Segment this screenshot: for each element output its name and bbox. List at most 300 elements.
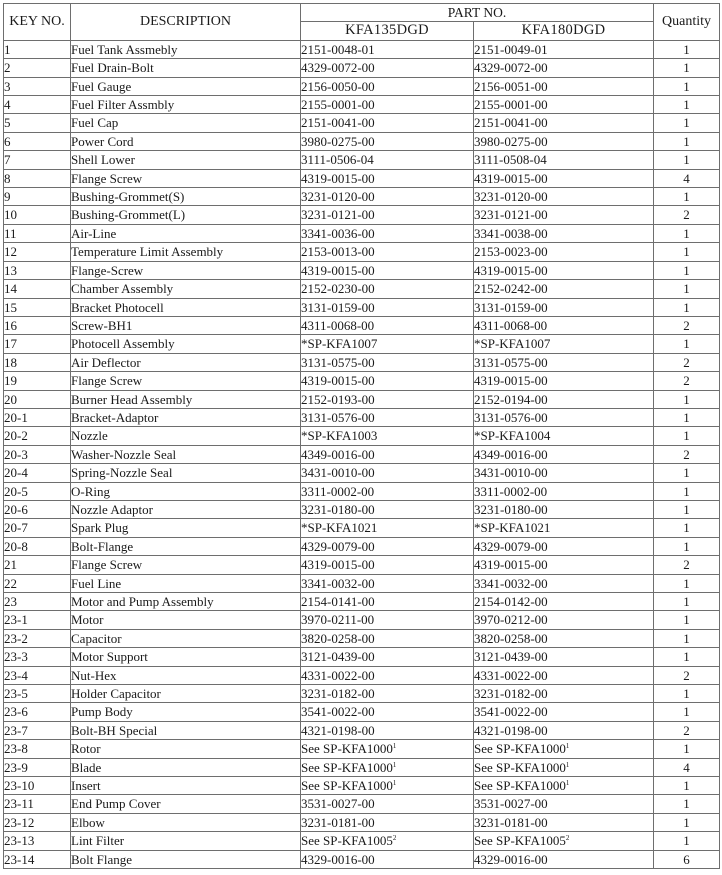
part-no-kfa135dgd-cell-text: 3231-0181-00 [301,814,375,830]
part-no-kfa135dgd-cell-text: 2152-0193-00 [301,391,375,407]
description-cell [71,261,301,279]
part-no-kfa180dgd-cell-text: 4329-0079-00 [474,538,548,554]
description-cell-text: Fuel Cap [71,115,119,131]
key-no-cell [4,40,71,58]
part-no-kfa135dgd-cell-text: 4319-0015-00 [301,170,375,186]
description-cell [71,243,301,261]
key-no-cell [4,132,71,150]
key-no-cell [4,77,71,95]
description-cell [71,59,301,77]
part-no-kfa135dgd-cell [301,445,474,463]
part-no-kfa135dgd-cell [301,648,474,666]
part-no-kfa135dgd-cell [301,593,474,611]
part-no-kfa180dgd-cell [474,666,654,684]
description-cell [71,372,301,390]
description-cell-text: Nozzle Adaptor [71,501,153,517]
quantity-cell-text: 1 [683,814,690,830]
part-no-kfa180dgd-cell-text: 3431-0010-00 [474,465,548,481]
part-no-kfa135dgd-cell [301,758,474,776]
part-no-kfa135dgd-cell-text: 3970-0211-00 [301,612,375,628]
quantity-cell-text: 1 [683,60,690,76]
part-no-kfa135dgd-cell [301,556,474,574]
key-no-cell [4,335,71,353]
part-no-kfa135dgd-cell [301,832,474,850]
quantity-cell-text: 1 [683,520,690,536]
table-row [4,408,720,426]
table-row [4,611,720,629]
table-row [4,666,720,684]
part-no-kfa135dgd-cell [301,316,474,334]
quantity-cell-text: 2 [683,446,690,462]
table-row [4,703,720,721]
description-cell [71,427,301,445]
description-cell-text: Spark Plug [71,520,129,536]
key-no-cell-text: 22 [4,575,17,591]
part-no-kfa180dgd-cell-text: 4319-0015-00 [474,557,548,573]
quantity-cell [654,408,720,426]
key-no-cell [4,316,71,334]
description-cell-text: Blade [71,759,102,775]
quantity-cell [654,850,720,868]
part-no-kfa135dgd-cell [301,261,474,279]
key-no-cell-text: 20-4 [4,465,28,481]
part-no-kfa180dgd-cell [474,500,654,518]
table-body [4,40,720,868]
key-no-cell-text: 23 [4,594,17,609]
table-row [4,280,720,298]
table-row [4,482,720,500]
description-cell-text: Pump Body [71,704,133,720]
part-no-kfa135dgd-cell-text: 2155-0001-00 [301,97,375,113]
table-row [4,114,720,132]
quantity-cell [654,813,720,831]
part-no-kfa180dgd-cell [474,169,654,187]
quantity-cell [654,500,720,518]
table-row [4,151,720,169]
part-no-kfa135dgd-cell [301,243,474,261]
table-row [4,390,720,408]
description-cell [71,188,301,206]
quantity-cell [654,519,720,537]
part-no-kfa180dgd-cell-text: 3970-0212-00 [474,612,548,628]
quantity-cell-text: 2 [683,354,690,370]
part-no-kfa180dgd-cell [474,721,654,739]
part-no-kfa180dgd-cell [474,427,654,445]
part-no-kfa180dgd-cell [474,224,654,242]
description-cell [71,666,301,684]
key-no-cell [4,629,71,647]
part-no-kfa180dgd-cell-text: 2151-0041-00 [474,115,548,131]
description-cell-text: O-Ring [71,483,110,499]
key-no-cell-text: 23-13 [4,833,35,849]
description-cell [71,224,301,242]
part-no-kfa180dgd-cell [474,132,654,150]
key-no-cell-text: 23-1 [4,612,28,628]
description-cell [71,298,301,316]
part-no-kfa180dgd-cell-text: 2152-0194-00 [474,391,548,407]
table-row [4,500,720,518]
description-cell [71,685,301,703]
description-cell [71,445,301,463]
part-no-kfa180dgd-cell-text: 4319-0015-00 [474,262,548,278]
part-no-kfa135dgd-cell-text: 3980-0275-00 [301,133,375,149]
description-cell [71,77,301,95]
part-no-kfa180dgd-cell [474,445,654,463]
key-no-cell [4,114,71,132]
part-no-kfa135dgd-cell [301,151,474,169]
part-no-kfa135dgd-cell [301,298,474,316]
quantity-cell [654,390,720,408]
part-no-kfa180dgd-cell-text: *SP-KFA1007 [474,336,551,352]
part-no-kfa135dgd-cell [301,59,474,77]
part-no-kfa180dgd-cell-text: 3231-0121-00 [474,207,548,223]
key-no-cell [4,408,71,426]
quantity-cell-text: 1 [683,281,690,297]
part-no-kfa180dgd-cell [474,574,654,592]
table-row [4,335,720,353]
part-no-kfa135dgd-cell-text: See SP-KFA1005 [301,833,393,849]
part-no-kfa180dgd-cell [474,629,654,647]
key-no-cell-text: 20-5 [4,483,28,499]
description-cell-text: Screw-BH1 [71,317,133,333]
part-no-kfa135dgd-cell-text: 4331-0022-00 [301,667,375,683]
description-cell [71,813,301,831]
part-no-kfa180dgd-cell [474,335,654,353]
part-no-kfa135dgd-cell [301,335,474,353]
key-no-cell-text: 12 [4,244,17,260]
quantity-cell [654,59,720,77]
part-no-kfa135dgd-cell [301,206,474,224]
part-no-kfa135dgd-cell-text: 3341-0036-00 [301,225,375,241]
description-cell [71,519,301,537]
part-no-kfa135dgd-cell [301,132,474,150]
description-cell [71,40,301,58]
quantity-cell [654,151,720,169]
key-no-cell-text: 4 [4,97,11,113]
quantity-cell-text: 1 [683,575,690,591]
key-no-cell [4,390,71,408]
quantity-cell-text: 4 [683,759,690,775]
part-no-kfa135dgd-cell [301,372,474,390]
part-no-kfa135dgd-cell-text: 4311-0068-00 [301,317,375,333]
description-cell-text: Washer-Nozzle Seal [71,446,177,462]
table-row [4,261,720,279]
part-no-kfa180dgd-cell-text: 3231-0182-00 [474,686,548,702]
description-cell-text: Chamber Assembly [71,281,174,297]
part-no-kfa135dgd-cell [301,280,474,298]
description-cell [71,464,301,482]
part-no-kfa135dgd-cell-text: 3231-0180-00 [301,501,375,517]
quantity-cell [654,77,720,95]
key-no-cell-text: 11 [4,225,17,241]
key-no-cell [4,795,71,813]
key-no-cell-text: 23-3 [4,649,28,665]
part-no-kfa135dgd-cell [301,850,474,868]
table-row [4,574,720,592]
part-no-kfa135dgd-cell [301,408,474,426]
part-no-kfa135dgd-cell-text: 3231-0121-00 [301,207,375,223]
table-row [4,316,720,334]
quantity-cell-text: 1 [683,391,690,407]
part-no-kfa135dgd-cell [301,537,474,555]
key-no-cell [4,464,71,482]
quantity-cell-text: 1 [683,225,690,241]
quantity-cell-text: 2 [683,207,690,223]
table-row [4,427,720,445]
key-no-cell [4,188,71,206]
quantity-cell-text: 1 [683,244,690,260]
key-no-cell [4,224,71,242]
part-no-kfa135dgd-cell-text: 4329-0072-00 [301,60,375,76]
part-no-kfa180dgd-cell [474,151,654,169]
part-no-kfa180dgd-cell-text: 4331-0022-00 [474,667,548,683]
description-cell [71,629,301,647]
quantity-cell-text: 1 [683,704,690,720]
part-no-kfa180dgd-cell [474,77,654,95]
key-no-cell [4,703,71,721]
part-no-kfa135dgd-cell [301,500,474,518]
table-row [4,777,720,795]
key-no-cell-text: 23-5 [4,686,28,702]
part-no-kfa135dgd-cell [301,777,474,795]
quantity-cell-text: 1 [683,299,690,315]
table-row [4,188,720,206]
part-no-kfa135dgd-cell [301,353,474,371]
key-no-cell [4,427,71,445]
part-no-kfa135dgd-cell-text: 4319-0015-00 [301,262,375,278]
quantity-cell-text: 2 [683,317,690,333]
key-no-cell-text: 23-12 [4,814,35,830]
part-no-kfa135dgd-cell [301,427,474,445]
description-cell-text: Bracket Photocell [71,299,164,315]
key-no-cell [4,261,71,279]
quantity-cell [654,556,720,574]
description-cell [71,850,301,868]
part-no-kfa135dgd-cell-text: 3431-0010-00 [301,465,375,481]
quantity-cell-text: 1 [683,501,690,517]
description-cell-text: Motor Support [71,649,148,665]
key-no-cell [4,740,71,758]
part-no-kfa180dgd-cell [474,482,654,500]
description-cell-text: Flange Screw [71,373,143,389]
part-no-kfa135dgd-cell-text: See SP-KFA1000 [301,759,393,775]
part-no-kfa180dgd-cell-text: 3131-0576-00 [474,409,548,425]
part-no-kfa135dgd-cell-text: 2151-0048-01 [301,41,375,57]
part-no-kfa135dgd-cell-text: 3121-0439-00 [301,649,375,665]
key-no-cell [4,850,71,868]
table-row [4,685,720,703]
quantity-cell [654,261,720,279]
quantity-cell [654,132,720,150]
part-no-kfa180dgd-cell-text: 3341-0038-00 [474,225,548,241]
part-no-kfa180dgd-cell [474,685,654,703]
key-no-cell-text: 8 [4,170,11,186]
quantity-cell-text: 1 [683,97,690,113]
key-no-cell-text: 2 [4,60,11,76]
part-no-kfa180dgd-cell [474,464,654,482]
description-cell-text: Capacitor [71,630,122,646]
table-row [4,795,720,813]
quantity-cell-text: 1 [683,612,690,628]
header-description: DESCRIPTION [71,4,301,41]
key-no-cell-text: 18 [4,354,17,370]
part-no-kfa180dgd-cell [474,206,654,224]
part-no-kfa180dgd-cell-text: 4329-0072-00 [474,60,548,76]
part-no-kfa135dgd-cell [301,390,474,408]
key-no-cell-text: 23-10 [4,778,35,794]
key-no-cell-text: 20-6 [4,501,28,517]
part-no-kfa135dgd-cell [301,77,474,95]
key-no-cell-text: 20-3 [4,446,28,462]
part-no-kfa180dgd-cell [474,372,654,390]
part-no-kfa135dgd-cell [301,40,474,58]
part-no-kfa135dgd-cell-text: 3531-0027-00 [301,796,375,812]
table-row [4,96,720,114]
quantity-cell [654,464,720,482]
description-cell [71,795,301,813]
key-no-cell [4,169,71,187]
quantity-cell-text: 1 [683,833,690,849]
part-no-kfa180dgd-cell-text: See SP-KFA1005 [474,833,566,849]
table-row [4,850,720,868]
description-cell-text: Holder Capacitor [71,686,161,702]
description-cell-text: Air-Line [71,225,117,241]
part-no-kfa180dgd-cell [474,832,654,850]
description-cell [71,206,301,224]
description-cell [71,408,301,426]
part-no-kfa180dgd-cell-text: 4311-0068-00 [474,317,548,333]
quantity-cell [654,353,720,371]
part-no-kfa135dgd-cell-text: 3341-0032-00 [301,575,375,591]
part-no-kfa180dgd-cell-text: 3311-0002-00 [474,483,548,499]
key-no-cell [4,59,71,77]
part-no-kfa135dgd-cell-text: 3541-0022-00 [301,704,375,720]
key-no-cell-text: 20-1 [4,409,28,425]
part-no-kfa180dgd-cell-text: 2153-0023-00 [474,244,548,260]
quantity-cell-text: 1 [683,630,690,646]
table-row [4,593,720,611]
description-cell-text: Fuel Gauge [71,78,132,94]
quantity-cell [654,114,720,132]
table-row [4,648,720,666]
quantity-cell [654,316,720,334]
part-no-kfa180dgd-cell-text: See SP-KFA1000 [474,778,566,794]
key-no-cell [4,648,71,666]
quantity-cell [654,335,720,353]
description-cell-text: Photocell Assembly [71,336,175,352]
quantity-cell-text: 1 [683,115,690,131]
part-no-kfa180dgd-cell [474,390,654,408]
part-no-kfa180dgd-cell-text: 2152-0242-00 [474,281,548,297]
quantity-cell-text: 1 [683,778,690,794]
part-no-kfa180dgd-cell [474,40,654,58]
key-no-cell-text: 20-2 [4,428,28,444]
part-no-kfa180dgd-cell-text: See SP-KFA1000 [474,759,566,775]
key-no-cell [4,500,71,518]
description-cell [71,556,301,574]
description-cell [71,537,301,555]
description-cell-text: Temperature Limit Assembly [71,244,224,260]
description-cell-text: Flange Screw [71,557,143,573]
table-row [4,519,720,537]
part-no-kfa135dgd-cell [301,574,474,592]
part-no-kfa180dgd-cell-text: 3341-0032-00 [474,575,548,591]
quantity-cell [654,372,720,390]
description-cell-text: Spring-Nozzle Seal [71,465,173,481]
footnote-marker: 1 [392,760,397,769]
part-no-kfa135dgd-cell-text: 4319-0015-00 [301,373,375,389]
part-no-kfa180dgd-cell-text: 2156-0051-00 [474,78,548,94]
description-cell-text: Power Cord [71,133,134,149]
part-no-kfa180dgd-cell-text: 4349-0016-00 [474,446,548,462]
header-key-no: KEY NO. [4,4,71,41]
key-no-cell [4,813,71,831]
part-no-kfa135dgd-cell-text: 3111-0506-04 [301,152,374,168]
description-cell-text: End Pump Cover [71,796,161,812]
quantity-cell-text: 1 [683,78,690,94]
quantity-cell [654,648,720,666]
key-no-cell [4,832,71,850]
quantity-cell-text: 1 [683,649,690,665]
part-no-kfa135dgd-cell [301,629,474,647]
part-no-kfa180dgd-cell [474,316,654,334]
description-cell [71,721,301,739]
key-no-cell-text: 19 [4,373,17,389]
key-no-cell [4,758,71,776]
part-no-kfa180dgd-cell [474,59,654,77]
quantity-cell-text: 1 [683,741,690,757]
quantity-cell-text: 1 [683,189,690,205]
table-row [4,813,720,831]
footnote-marker: 2 [392,834,397,843]
quantity-cell-text: 2 [683,667,690,683]
part-no-kfa135dgd-cell-text: 3231-0182-00 [301,686,375,702]
quantity-cell-text: 1 [683,538,690,554]
description-cell-text: Lint Filter [71,833,125,849]
header-quantity: Quantity [654,4,720,41]
description-cell [71,758,301,776]
quantity-cell [654,537,720,555]
description-cell [71,316,301,334]
part-no-kfa135dgd-cell [301,464,474,482]
table-row [4,740,720,758]
table-row [4,77,720,95]
quantity-cell-text: 1 [683,686,690,702]
table-header [4,4,720,41]
part-no-kfa135dgd-cell-text: 3311-0002-00 [301,483,375,499]
quantity-cell-text: 1 [683,409,690,425]
part-no-kfa180dgd-cell [474,556,654,574]
description-cell-text: Insert [71,778,101,794]
part-no-kfa180dgd-cell-text: 3820-0258-00 [474,630,548,646]
part-no-kfa180dgd-cell-text: 4321-0198-00 [474,722,548,738]
part-no-kfa135dgd-cell [301,114,474,132]
key-no-cell-text: 15 [4,299,17,315]
part-no-kfa180dgd-cell-text: 4319-0015-00 [474,170,548,186]
quantity-cell [654,224,720,242]
description-cell [71,151,301,169]
description-cell-text: Flange Screw [71,170,143,186]
part-no-kfa135dgd-cell [301,169,474,187]
quantity-cell [654,574,720,592]
key-no-cell-text: 21 [4,557,17,573]
part-no-kfa180dgd-cell-text: 3131-0575-00 [474,354,548,370]
part-no-kfa180dgd-cell [474,813,654,831]
quantity-cell-text: 1 [683,133,690,149]
quantity-cell-text: 2 [683,557,690,573]
key-no-cell [4,593,71,611]
key-no-cell [4,685,71,703]
